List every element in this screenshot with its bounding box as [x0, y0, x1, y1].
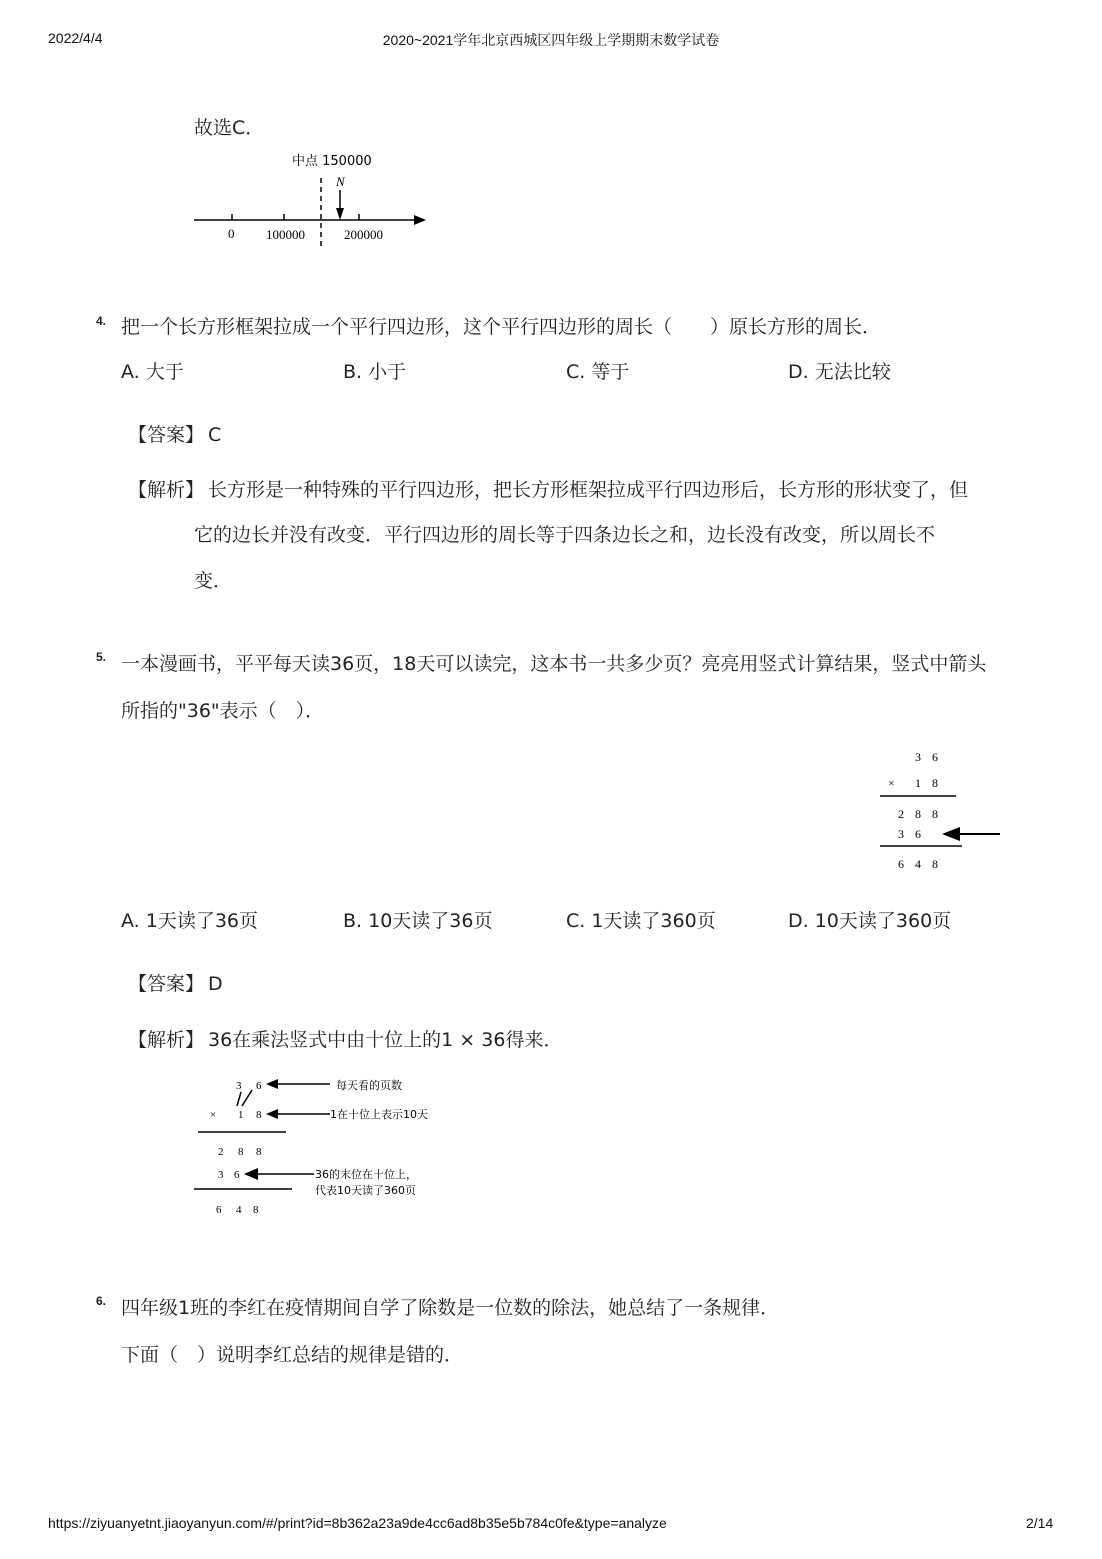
calc-digit: 8: [256, 1146, 262, 1158]
tick-label-200000: 200000: [344, 227, 383, 242]
calc-digit: 3: [236, 1080, 242, 1092]
midpoint-label: 中点 150000: [292, 154, 372, 169]
q4-stem: 把一个长方形框架拉成一个平行四边形，这个平行四边形的周长（ ）原长方形的周长．: [121, 316, 882, 338]
calc-digit: 8: [932, 776, 938, 790]
q5-option-d: D. 10天读了360页: [788, 910, 952, 932]
q4-option-d: D. 无法比较: [788, 361, 891, 383]
calc-digit: 6: [932, 750, 938, 764]
q4-analysis-line-3: 变．: [194, 570, 233, 592]
curved-arrow-right: [242, 1090, 252, 1106]
calc-digit: 6: [898, 857, 904, 871]
annotation-arrow-head-1: [266, 1079, 278, 1089]
calc-digit: 6: [256, 1080, 262, 1092]
question-number-5: 5.: [96, 650, 107, 664]
number-line-figure: [190, 150, 435, 250]
calc-digit: 8: [238, 1146, 244, 1158]
q4-analysis-line-1: 长方形是一种特殊的平行四边形，把长方形框架拉成平行四边形后，长方形的形状变了，但: [208, 479, 969, 501]
q5-answer: D: [208, 973, 223, 995]
calc-digit: 8: [932, 807, 938, 821]
calc-digit: 8: [253, 1204, 259, 1216]
q5-stem-line-2: 所指的"36"表示（ ）．: [121, 700, 325, 722]
calc-digit: 6: [216, 1204, 222, 1216]
calc-digit: 1: [238, 1109, 244, 1121]
number-line-arrowhead: [414, 215, 426, 225]
annotation-arrow-head-3: [244, 1168, 258, 1180]
q5-stem-line-1: 一本漫画书，平平每天读36页，18天可以读完，这本书一共多少页？亮亮用竖式计算结果，竖式中箭头: [121, 653, 987, 675]
times-sign: ×: [210, 1109, 217, 1121]
annotation-note-1: 每天看的页数: [336, 1079, 402, 1092]
calc-digit: 2: [218, 1146, 224, 1158]
calc-digit: 8: [915, 807, 921, 821]
annotated-multiplication-figure: [190, 1070, 460, 1220]
annotation-arrow-head-2: [266, 1109, 278, 1119]
q5-analysis-label: 【解析】: [128, 1029, 205, 1051]
calc-digit: 8: [932, 857, 938, 871]
multiplication-figure: [870, 742, 1010, 877]
calc-digit: 4: [915, 857, 921, 871]
q4-option-c: C. 等于: [566, 361, 630, 383]
marker-n-label: N: [336, 174, 345, 189]
q5-option-c: C. 1天读了360页: [566, 910, 716, 932]
q4-answer: C: [208, 424, 222, 446]
q4-analysis-label: 【解析】: [128, 479, 205, 501]
calc-digit: 6: [234, 1169, 240, 1181]
q3-conclusion: 故选C．: [194, 117, 265, 139]
annotation-note-3-line-2: 代表10天读了360页: [315, 1184, 416, 1197]
q5-option-b: B. 10天读了36页: [343, 910, 493, 932]
calc-digit: 3: [218, 1169, 224, 1181]
times-sign: ×: [888, 776, 895, 790]
calc-digit: 3: [915, 750, 921, 764]
tick-label-100000: 100000: [266, 227, 305, 242]
q4-option-b: B. 小于: [343, 361, 407, 383]
calc-digit: 2: [898, 807, 904, 821]
q6-stem-line-2: 下面（ ）说明李红总结的规律是错的．: [121, 1344, 464, 1366]
document-title: 2020~2021学年北京西城区四年级上学期期末数学试卷: [382, 32, 720, 48]
print-date: 2022/4/4: [48, 30, 103, 46]
annotation-note-2: 1在十位上表示10天: [330, 1108, 428, 1121]
curved-arrow-left: [237, 1092, 241, 1106]
page-number: 2/14: [1026, 1515, 1054, 1531]
pointer-arrow-head: [942, 827, 960, 841]
marker-arrow-head: [336, 208, 344, 220]
question-number-6: 6.: [96, 1294, 107, 1308]
q4-analysis-line-2: 它的边长并没有改变．平行四边形的周长等于四条边长之和，边长没有改变，所以周长不: [194, 524, 936, 546]
calc-digit: 4: [236, 1204, 242, 1216]
q5-option-a: A. 1天读了36页: [121, 910, 259, 932]
tick-label-0: 0: [228, 226, 235, 241]
q5-answer-label: 【答案】: [128, 973, 205, 995]
q6-stem-line-1: 四年级1班的李红在疫情期间自学了除数是一位数的除法，她总结了一条规律．: [121, 1297, 780, 1319]
calc-digit: 1: [915, 776, 921, 790]
q4-option-a: A. 大于: [121, 361, 184, 383]
annotation-note-3-line-1: 36的末位在十位上，: [315, 1168, 417, 1181]
footer-url[interactable]: https://ziyuanyetnt.jiaoyanyun.com/#/print?id=8b362a23a9de4cc6ad8b35e5b784c0fe&type=analyze: [48, 1515, 667, 1531]
calc-digit: 8: [256, 1109, 262, 1121]
q4-answer-label: 【答案】: [128, 424, 205, 446]
calc-digit: 6: [915, 827, 921, 841]
calc-digit: 3: [898, 827, 904, 841]
q5-analysis: 36在乘法竖式中由十位上的1 × 36得来．: [208, 1029, 563, 1051]
question-number-4: 4.: [96, 314, 107, 328]
